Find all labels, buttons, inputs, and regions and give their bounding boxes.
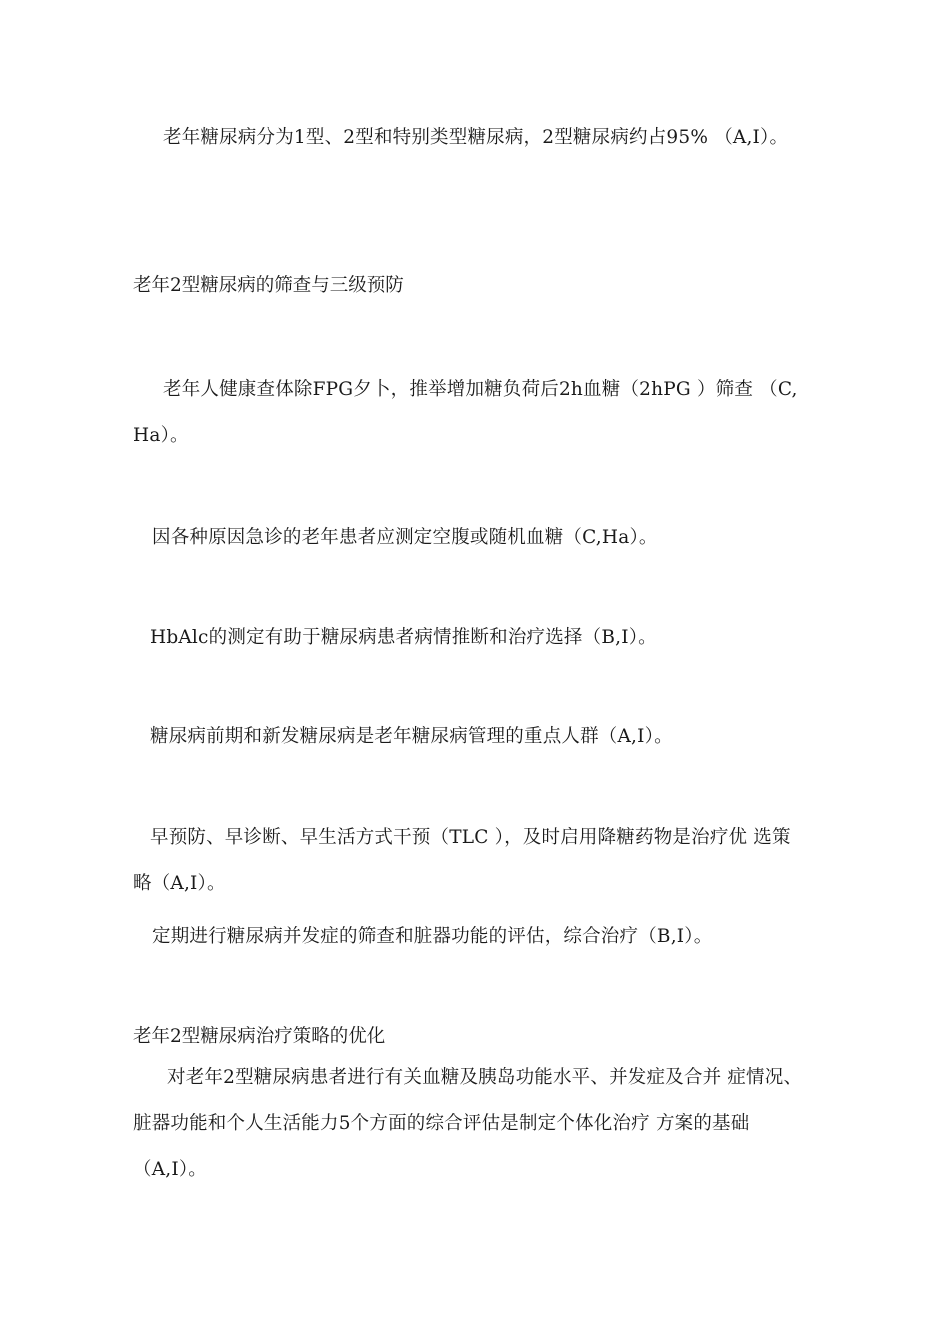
- section-heading-screening: 老年2型糖尿病的筛查与三级预防: [133, 275, 404, 296]
- paragraph-early-intervention: [133, 826, 833, 896]
- paragraph-hba1c: HbAlc的测定有助于糖尿病患者病情推断和治疗选择（B,I）。: [150, 627, 657, 648]
- paragraph-health-check: [133, 378, 833, 448]
- section-heading-treatment: 老年2型糖尿病治疗策略的优化: [133, 1026, 386, 1047]
- paragraph-line: （A,I）。: [133, 1159, 207, 1180]
- paragraph-assessment: [133, 1066, 833, 1182]
- paragraph-complication-screening: 定期进行糖尿病并发症的筛查和脏器功能的评估，综合治疗（B,I）。: [152, 926, 713, 947]
- paragraph-line: 老年人健康查体除FPG夕卜，推举增加糖负荷后2h血糖（2hPG ）筛查 （C,: [163, 379, 798, 400]
- paragraph-line: 略（A,I）。: [133, 873, 226, 894]
- paragraph-emergency-glucose: 因各种原因急诊的老年患者应测定空腹或随机血糖（C,Ha）。: [152, 527, 658, 548]
- paragraph-line: Ha）。: [133, 425, 189, 446]
- paragraph-key-population: 糖尿病前期和新发糖尿病是老年糖尿病管理的重点人群（A,I）。: [150, 726, 673, 747]
- paragraph-classification: 老年糖尿病分为1型、2型和特别类型糖尿病，2型糖尿病约占95% （A,I）。: [163, 127, 789, 148]
- paragraph-line: 早预防、早诊断、早生活方式干预（TLC ），及时启用降糖药物是治疗优 选策: [150, 827, 791, 848]
- paragraph-line: 对老年2型糖尿病患者进行有关血糖及胰岛功能水平、并发症及合并 症情况、: [167, 1067, 803, 1088]
- paragraph-line: 脏器功能和个人生活能力5个方面的综合评估是制定个体化治疗 方案的基础: [133, 1113, 750, 1134]
